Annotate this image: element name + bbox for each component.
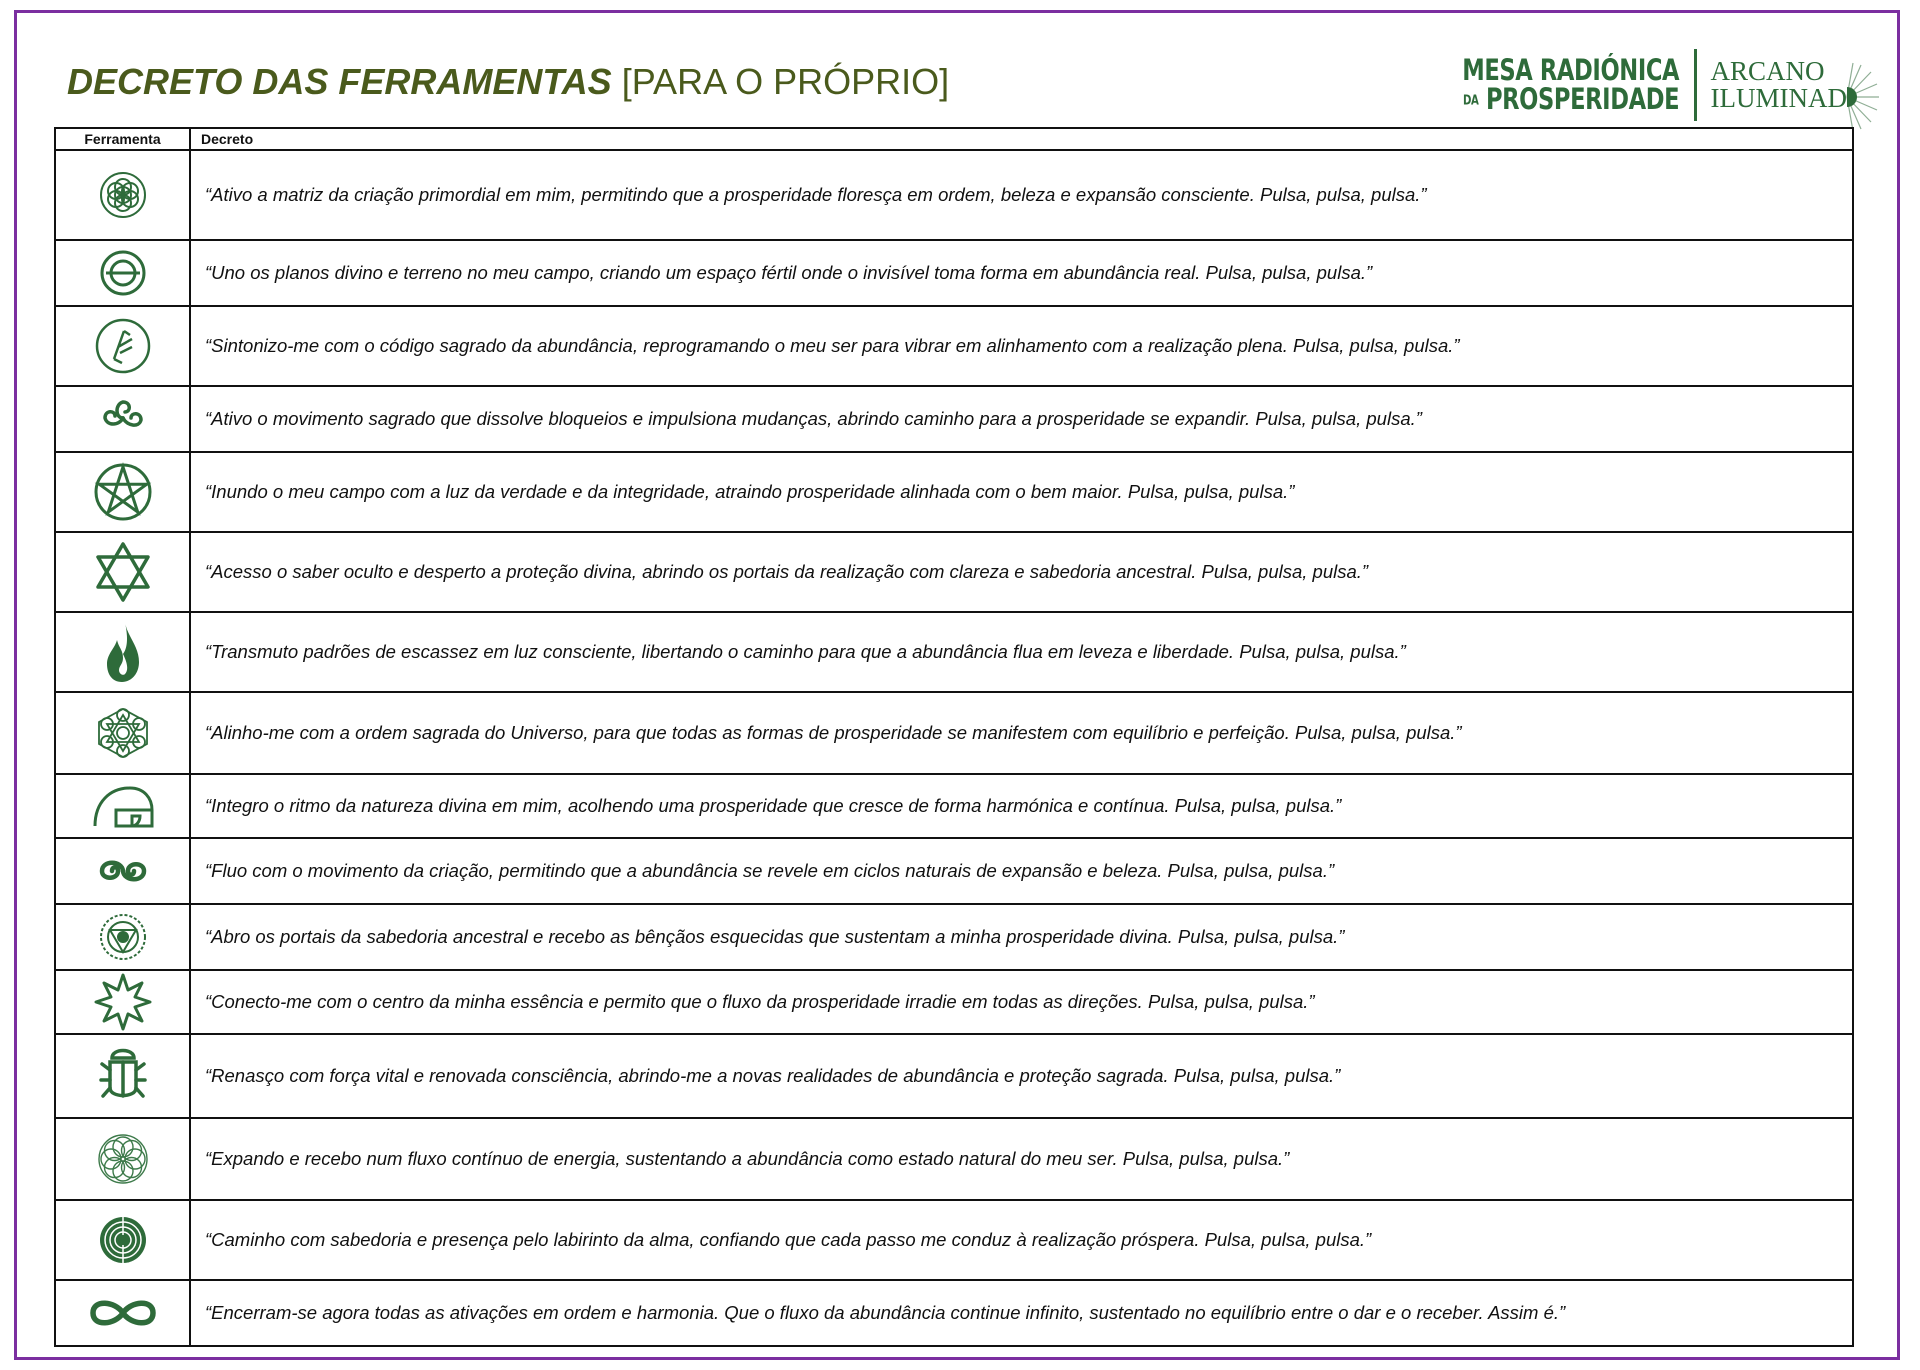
- decree-text: “Renasço com força vital e renovada consciência, abrindo-me a novas realidades de abundância e proteção sagrada. Pulsa, pulsa, pulsa.”: [190, 1034, 1853, 1118]
- ancestral-mandala-icon: [56, 912, 189, 962]
- page-title: [67, 61, 949, 103]
- decree-text: “Sintonizo-me com o código sagrado da abundância, reprogramando o meu ser para vibrar em alinhamento com a realização plena. Pulsa, pulsa, pulsa.”: [190, 306, 1853, 386]
- pentagram-icon: [56, 462, 189, 522]
- table-row: [55, 1034, 1853, 1118]
- logo-mesa-line2: [1463, 82, 1680, 116]
- logo-separator: [1694, 49, 1697, 121]
- table-row: [55, 150, 1853, 240]
- logo-arcano-line2: ILUMINAD: [1710, 83, 1847, 113]
- column-header-tool: Ferramenta: [55, 128, 190, 150]
- logo-mesa-small: DA: [1463, 93, 1479, 109]
- table-row: [55, 612, 1853, 692]
- table-row: [55, 1200, 1853, 1280]
- logo-mesa-line2-text: PROSPERIDADE: [1486, 82, 1680, 116]
- table-row: [55, 1280, 1853, 1346]
- sacred-code-icon: [56, 317, 189, 375]
- labyrinth-icon: [56, 1215, 189, 1265]
- sun-burst-icon: [1833, 62, 1881, 132]
- table-row: [55, 838, 1853, 904]
- decree-table: [54, 127, 1854, 1347]
- logo-mesa-line1: MESA RADIÓNICA: [1462, 53, 1680, 87]
- table-row: [55, 692, 1853, 774]
- decree-text: “Conecto-me com o centro da minha essência e permito que o fluxo da prosperidade irradie em todas as direções. Pulsa, pulsa, pulsa.”: [190, 970, 1853, 1034]
- table-row: [55, 306, 1853, 386]
- table-row: [55, 1118, 1853, 1200]
- decree-text: “Abro os portais da sabedoria ancestral e recebo as bênçãos esquecidas que sustentam a minha prosperidade divina. Pulsa, pulsa, pulsa.”: [190, 904, 1853, 970]
- table-row: [55, 240, 1853, 306]
- logo-arcano-line1: ARCANO: [1710, 56, 1825, 86]
- table-row: [55, 532, 1853, 612]
- decree-text: “Expando e recebo num fluxo contínuo de energia, sustentando a abundância como estado natural do meu ser. Pulsa, pulsa, pulsa.”: [190, 1118, 1853, 1200]
- flower-of-life-icon: [56, 170, 189, 220]
- star-of-david-icon: [56, 541, 189, 603]
- title-sub: [PARA O PRÓPRIO]: [621, 61, 950, 102]
- decree-text: “Uno os planos divino e terreno no meu campo, criando um espaço fértil onde o invisível toma forma em abundância real. Pulsa, pulsa, pulsa.”: [190, 240, 1853, 306]
- triskelion-icon: [56, 396, 189, 442]
- infinity-icon: [56, 1295, 189, 1331]
- double-spiral-icon: [56, 854, 189, 888]
- table-header-row: [55, 128, 1853, 150]
- decree-text: “Ativo o movimento sagrado que dissolve bloqueios e impulsiona mudanças, abrindo caminho para a prosperidade se expandir. Pulsa, pulsa, pulsa.”: [190, 386, 1853, 452]
- flame-icon: [56, 620, 189, 684]
- vesica-circles-icon: [56, 248, 189, 298]
- decree-text: “Caminho com sabedoria e presença pelo labirinto da alma, confiando que cada passo me conduz à realização próspera. Pulsa, pulsa, pulsa.”: [190, 1200, 1853, 1280]
- decree-text: “Inundo o meu campo com a luz da verdade e da integridade, atraindo prosperidade alinhada com o bem maior. Pulsa, pulsa, pulsa.”: [190, 452, 1853, 532]
- torus-icon: [56, 1132, 189, 1186]
- logo-mesa: [1401, 53, 1680, 116]
- table-row: [55, 774, 1853, 838]
- decree-text: “Integro o ritmo da natureza divina em mim, acolhendo uma prosperidade que cresce de forma harmónica e contínua. Pulsa, pulsa, pulsa.”: [190, 774, 1853, 838]
- decree-text: “Ativo a matriz da criação primordial em mim, permitindo que a prosperidade floresça em ordem, beleza e expansão consciente. Pulsa, pulsa, pulsa.”: [190, 150, 1853, 240]
- decree-text: “Encerram-se agora todas as ativações em ordem e harmonia. Que o fluxo da abundância continue infinito, sustentado no equilíbrio entre o dar e o receber. Assim é.”: [190, 1280, 1853, 1346]
- metatron-cube-icon: [56, 704, 189, 762]
- column-header-decree: Decreto: [190, 128, 1853, 150]
- decree-text: “Fluo com o movimento da criação, permitindo que a abundância se revele em ciclos naturais de expansão e beleza. Pulsa, pulsa, pulsa.”: [190, 838, 1853, 904]
- golden-spiral-icon: [56, 784, 189, 828]
- table-row: [55, 904, 1853, 970]
- title-main: DECRETO DAS FERRAMENTAS: [67, 61, 612, 102]
- scarab-icon: [56, 1046, 189, 1106]
- decree-text: “Alinho-me com a ordem sagrada do Universo, para que todas as formas de prosperidade se manifestem com equilíbrio e perfeição. Pulsa, pulsa, pulsa.”: [190, 692, 1853, 774]
- brand-logo: [1401, 43, 1847, 127]
- eight-point-star-icon: [56, 972, 189, 1032]
- document-page: [14, 10, 1900, 1360]
- table-row: [55, 386, 1853, 452]
- decree-text: “Transmuto padrões de escassez em luz consciente, libertando o caminho para que a abundância flua em leveza e liberdade. Pulsa, pulsa, pulsa.”: [190, 612, 1853, 692]
- table-row: [55, 970, 1853, 1034]
- logo-arcano: [1711, 58, 1847, 112]
- decree-text: “Acesso o saber oculto e desperto a proteção divina, abrindo os portais da realização com clareza e sabedoria ancestral. Pulsa, pulsa, pulsa.”: [190, 532, 1853, 612]
- table-row: [55, 452, 1853, 532]
